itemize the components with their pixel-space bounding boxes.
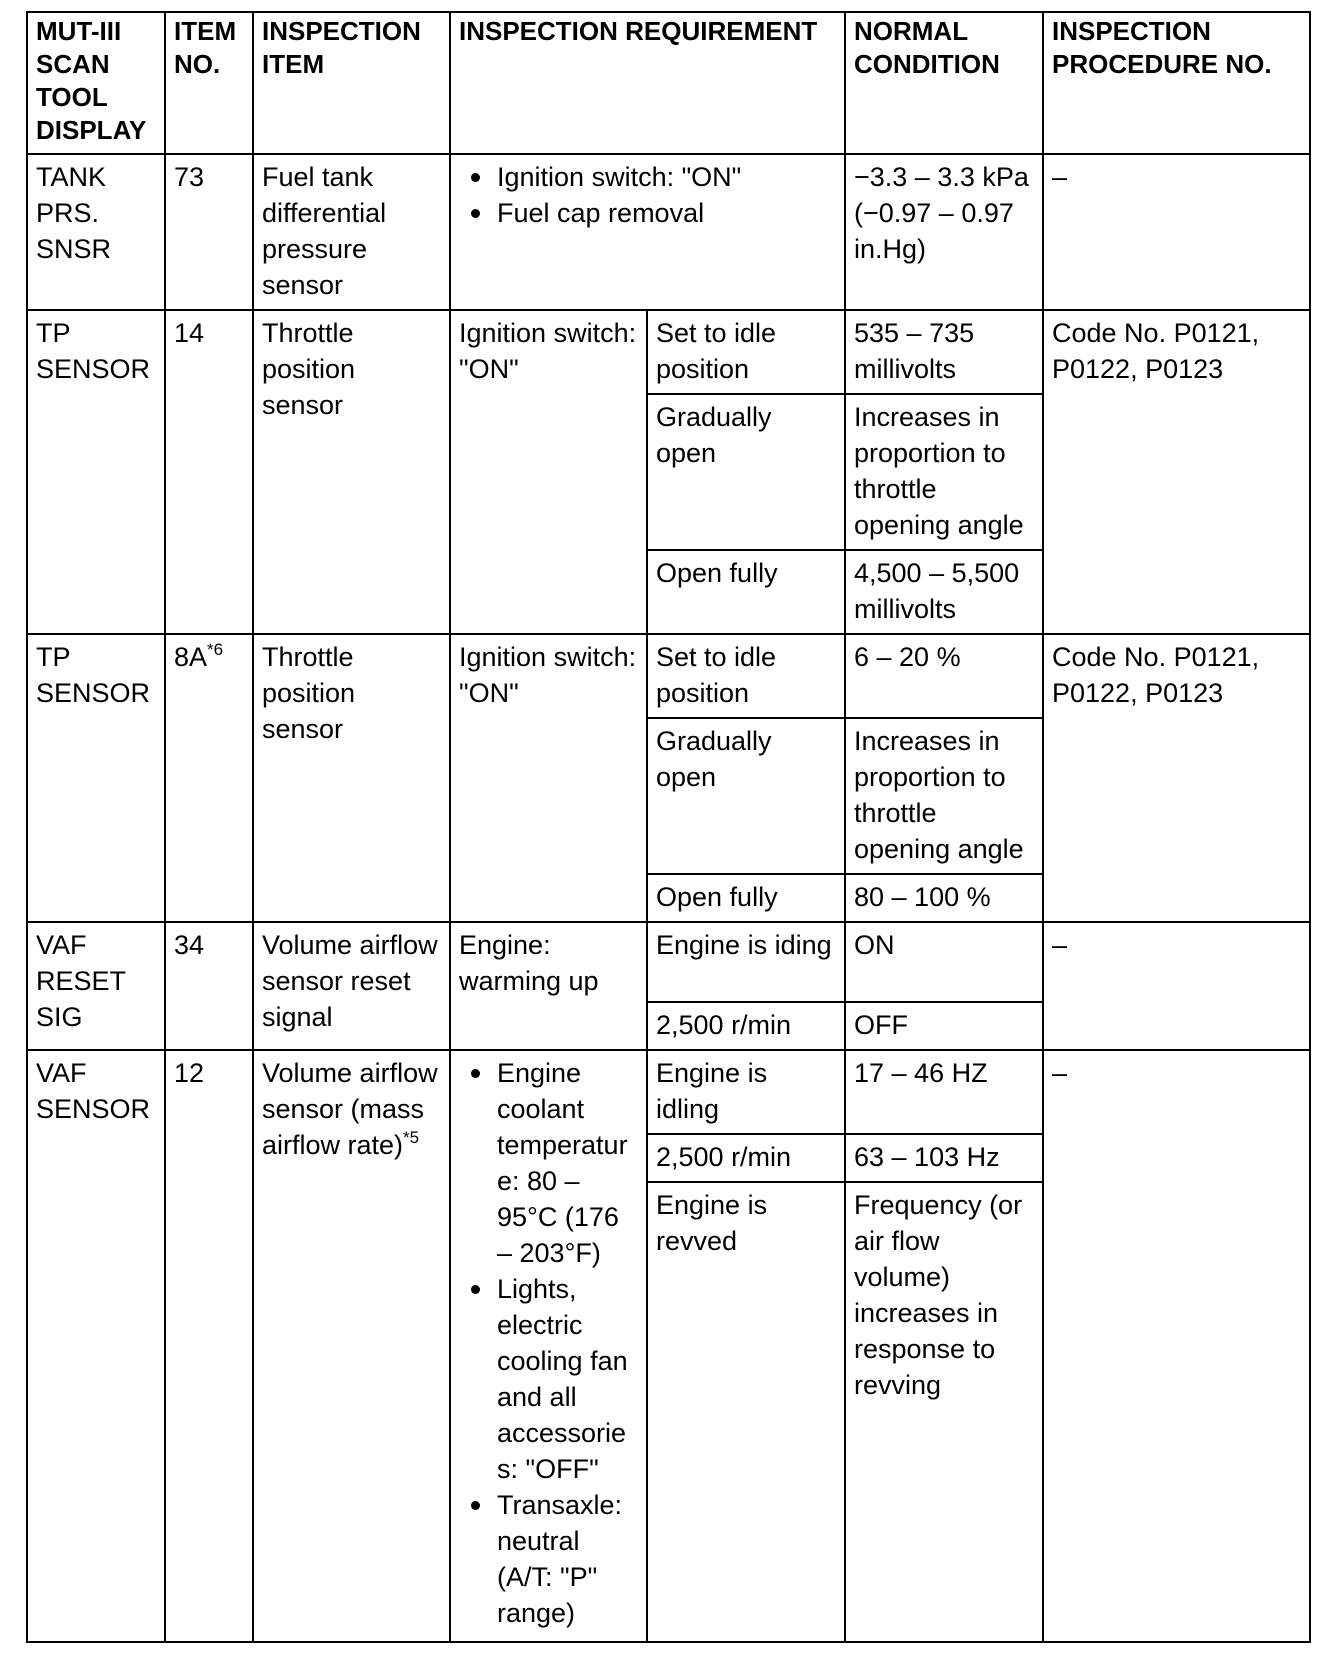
requirement-bullet: Fuel cap removal (497, 195, 836, 231)
header-inspection-item: INSPECTION ITEM (253, 12, 450, 154)
requirement-list (459, 1055, 638, 1631)
cell-sub-condition: Gradually open (647, 394, 845, 550)
requirement-bullet: Engine coolant temperatur e: 80 – 95°C (176 – 203°F) (497, 1055, 638, 1271)
cell-sub-condition: Engine is idling (647, 1050, 845, 1134)
cell-inspection-item: Throttle position sensor (253, 634, 450, 922)
cell-procedure: – (1043, 1050, 1310, 1642)
inspection-item-text: Volume airflow sensor (mass airflow rate) (262, 1058, 438, 1160)
cell-inspection-item: Throttle position sensor (253, 310, 450, 634)
cell-display: TP SENSOR (27, 310, 165, 634)
cell-requirement: Ignition switch: "ON" (450, 310, 647, 634)
cell-item-no: 12 (165, 1050, 253, 1642)
requirement-bullet: Lights, electric cooling fan and all accessorie s: "OFF" (497, 1271, 638, 1487)
cell-procedure: – (1043, 154, 1310, 310)
cell-display: VAF RESET SIG (27, 922, 165, 1050)
cell-sub-condition: Open fully (647, 874, 845, 922)
header-row (27, 12, 1310, 154)
cell-normal-condition: 535 – 735 millivolts (845, 310, 1043, 394)
cell-item-no: 73 (165, 154, 253, 310)
cell-normal-condition: 63 – 103 Hz (845, 1134, 1043, 1182)
footnote-mark: *6 (207, 640, 224, 659)
cell-procedure: – (1043, 922, 1310, 1050)
requirement-bullet: Transaxle: neutral (A/T: "P" range) (497, 1487, 638, 1631)
cell-normal-condition: Increases in proportion to throttle opening angle (845, 718, 1043, 874)
cell-item-no: 34 (165, 922, 253, 1050)
item-no-text: 8A (174, 642, 208, 672)
cell-sub-condition: Set to idle position (647, 310, 845, 394)
header-normal-condition: NORMAL CONDITION (845, 12, 1043, 154)
cell-sub-condition: Set to idle position (647, 634, 845, 718)
header-inspection-requirement: INSPECTION REQUIREMENT (450, 12, 845, 154)
cell-sub-condition: 2,500 r/min (647, 1134, 845, 1182)
table-row-vaf-reset-sig (27, 922, 1310, 1002)
cell-requirement: Ignition switch: "ON" (450, 634, 647, 922)
cell-normal-condition: 6 – 20 % (845, 634, 1043, 718)
cell-procedure: Code No. P0121, P0122, P0123 (1043, 310, 1310, 634)
cell-sub-condition: Open fully (647, 550, 845, 634)
cell-item-no: 14 (165, 310, 253, 634)
table-row-tp-sensor-8a (27, 634, 1310, 718)
cell-display: TANK PRS. SNSR (27, 154, 165, 310)
cell-normal-condition: OFF (845, 1002, 1043, 1050)
cell-normal-condition: 17 – 46 HZ (845, 1050, 1043, 1134)
cell-procedure: Code No. P0121, P0122, P0123 (1043, 634, 1310, 922)
header-display: MUT-III SCAN TOOL DISPLAY (27, 12, 165, 154)
table-row-vaf-sensor (27, 1050, 1310, 1134)
table-row-tank-prs-snsr (27, 154, 1310, 310)
cell-normal-condition: Increases in proportion to throttle opening angle (845, 394, 1043, 550)
cell-inspection-item: Fuel tank differential pressure sensor (253, 154, 450, 310)
inspection-table (26, 11, 1311, 1643)
cell-sub-condition: Engine is revved (647, 1182, 845, 1642)
cell-inspection-item: Volume airflow sensor reset signal (253, 922, 450, 1050)
cell-display: VAF SENSOR (27, 1050, 165, 1642)
cell-sub-condition: Engine is iding (647, 922, 845, 1002)
requirement-bullet: Ignition switch: "ON" (497, 159, 836, 195)
cell-inspection-item (253, 1050, 450, 1642)
cell-item-no (165, 634, 253, 922)
cell-normal-condition: Frequency (or air flow volume) increases in response to revving (845, 1182, 1043, 1642)
cell-requirement (450, 154, 845, 310)
requirement-list (459, 159, 836, 231)
cell-normal-condition: −3.3 – 3.3 kPa (−0.97 – 0.97 in.Hg) (845, 154, 1043, 310)
cell-sub-condition: Gradually open (647, 718, 845, 874)
table-row-tp-sensor-14 (27, 310, 1310, 394)
header-item-no: ITEM NO. (165, 12, 253, 154)
footnote-mark: *5 (403, 1128, 420, 1147)
header-procedure-no: INSPECTION PROCEDURE NO. (1043, 12, 1310, 154)
cell-normal-condition: 80 – 100 % (845, 874, 1043, 922)
cell-sub-condition: 2,500 r/min (647, 1002, 845, 1050)
cell-normal-condition: ON (845, 922, 1043, 1002)
cell-display: TP SENSOR (27, 634, 165, 922)
cell-requirement (450, 1050, 647, 1642)
cell-requirement: Engine: warming up (450, 922, 647, 1050)
cell-normal-condition: 4,500 – 5,500 millivolts (845, 550, 1043, 634)
